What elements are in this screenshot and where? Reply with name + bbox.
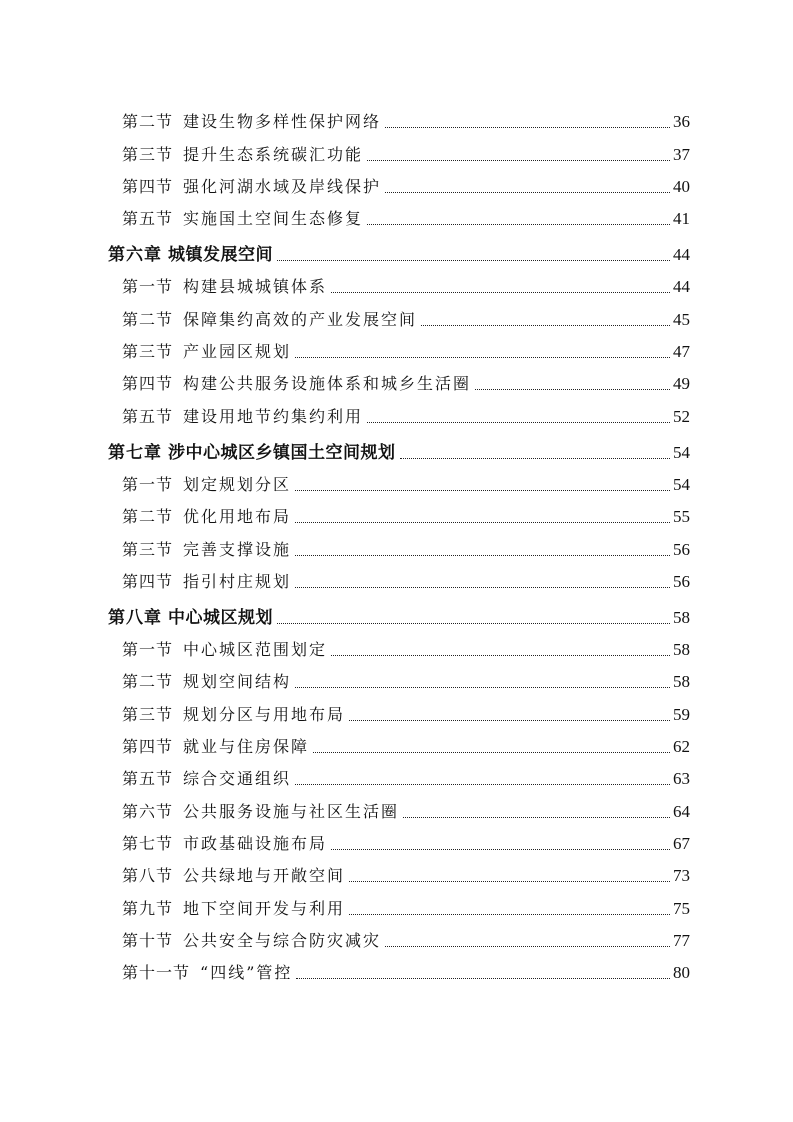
page-number: 54 bbox=[673, 474, 690, 494]
toc-entry[interactable] bbox=[108, 265, 690, 297]
entry-label: 第二节 bbox=[122, 309, 174, 329]
entry-label: 第二节 bbox=[122, 672, 174, 692]
dot-leader bbox=[385, 192, 670, 193]
entry-title: 建设用地节约集约利用 bbox=[183, 406, 364, 426]
entry-title: 规划空间结构 bbox=[183, 672, 292, 692]
entry-label: 第五节 bbox=[122, 769, 174, 789]
entry-title: 地下空间开发与利用 bbox=[183, 898, 346, 918]
entry-label: 第六节 bbox=[122, 801, 174, 821]
page-number: 59 bbox=[673, 704, 690, 724]
toc-entry[interactable] bbox=[108, 757, 690, 789]
toc-entry[interactable] bbox=[108, 165, 690, 197]
dot-leader bbox=[295, 522, 670, 523]
chapter-label: 第六章 bbox=[108, 245, 162, 266]
entry-label: 第四节 bbox=[122, 176, 174, 196]
dot-leader bbox=[403, 817, 670, 818]
entry-title: 产业园区规划 bbox=[183, 342, 292, 362]
page-number: 36 bbox=[673, 112, 690, 132]
page-number: 80 bbox=[673, 963, 690, 983]
toc-chapter-entry[interactable] bbox=[108, 592, 690, 628]
dot-leader bbox=[277, 623, 670, 624]
entry-title: 划定规划分区 bbox=[183, 474, 292, 494]
toc-entry[interactable] bbox=[108, 822, 690, 854]
page-number: 37 bbox=[673, 144, 690, 164]
dot-leader bbox=[295, 357, 670, 358]
dot-leader bbox=[349, 881, 670, 882]
dot-leader bbox=[385, 127, 670, 128]
entry-label: 第八节 bbox=[122, 866, 174, 886]
entry-label: 第一节 bbox=[122, 277, 174, 297]
dot-leader bbox=[295, 687, 670, 688]
entry-title: 强化河湖水域及岸线保护 bbox=[183, 176, 382, 196]
toc-entry[interactable] bbox=[108, 330, 690, 362]
entry-title: 构建公共服务设施体系和城乡生活圈 bbox=[183, 374, 472, 394]
dot-leader bbox=[367, 160, 670, 161]
dot-leader bbox=[331, 849, 670, 850]
toc-entry[interactable] bbox=[108, 560, 690, 592]
page-number: 58 bbox=[673, 640, 690, 660]
page-number: 63 bbox=[673, 769, 690, 789]
dot-leader bbox=[349, 720, 670, 721]
page-number: 56 bbox=[673, 539, 690, 559]
toc-entry[interactable] bbox=[108, 297, 690, 329]
toc-entry[interactable] bbox=[108, 789, 690, 821]
page-number: 41 bbox=[673, 209, 690, 229]
page-number: 49 bbox=[673, 374, 690, 394]
toc-entry[interactable] bbox=[108, 919, 690, 951]
entry-title: 完善支撑设施 bbox=[183, 539, 292, 559]
dot-leader bbox=[295, 587, 670, 588]
chapter-title: 涉中心城区乡镇国土空间规划 bbox=[168, 442, 396, 463]
dot-leader bbox=[295, 490, 670, 491]
table-of-contents bbox=[108, 100, 690, 983]
toc-chapter-entry[interactable] bbox=[108, 427, 690, 463]
entry-title: 公共绿地与开敞空间 bbox=[183, 866, 346, 886]
entry-label: 第五节 bbox=[122, 209, 174, 229]
entry-title: 公共安全与综合防灾减灾 bbox=[183, 930, 382, 950]
entry-label: 第三节 bbox=[122, 342, 174, 362]
toc-entry[interactable] bbox=[108, 886, 690, 918]
dot-leader bbox=[277, 260, 670, 261]
entry-title: 就业与住房保障 bbox=[183, 737, 310, 757]
toc-entry[interactable] bbox=[108, 197, 690, 229]
entry-label: 第一节 bbox=[122, 640, 174, 660]
toc-entry[interactable] bbox=[108, 132, 690, 164]
chapter-title: 中心城区规划 bbox=[168, 607, 273, 628]
dot-leader bbox=[331, 292, 670, 293]
entry-title: 综合交通组织 bbox=[183, 769, 292, 789]
entry-title: 中心城区范围划定 bbox=[183, 640, 328, 660]
entry-label: 第三节 bbox=[122, 144, 174, 164]
entry-title: 实施国土空间生态修复 bbox=[183, 209, 364, 229]
entry-label: 第四节 bbox=[122, 374, 174, 394]
entry-label: 第七节 bbox=[122, 833, 174, 853]
entry-label: 第十节 bbox=[122, 930, 174, 950]
dot-leader bbox=[421, 325, 670, 326]
page-number: 73 bbox=[673, 866, 690, 886]
toc-entry[interactable] bbox=[108, 495, 690, 527]
toc-entry[interactable] bbox=[108, 854, 690, 886]
toc-entry[interactable] bbox=[108, 628, 690, 660]
entry-title: 规划分区与用地布局 bbox=[183, 704, 346, 724]
page-number: 64 bbox=[673, 801, 690, 821]
entry-title: 公共服务设施与社区生活圈 bbox=[183, 801, 400, 821]
dot-leader bbox=[400, 458, 671, 459]
page-number: 58 bbox=[673, 672, 690, 692]
toc-entry[interactable] bbox=[108, 394, 690, 426]
toc-entry[interactable] bbox=[108, 527, 690, 559]
entry-label: 第四节 bbox=[122, 737, 174, 757]
toc-entry[interactable] bbox=[108, 692, 690, 724]
entry-title: 市政基础设施布局 bbox=[183, 833, 328, 853]
page-number: 52 bbox=[673, 406, 690, 426]
entry-title: 提升生态系统碳汇功能 bbox=[183, 144, 364, 164]
toc-entry[interactable] bbox=[108, 100, 690, 132]
entry-label: 第二节 bbox=[122, 507, 174, 527]
page-number: 55 bbox=[673, 507, 690, 527]
page-number: 40 bbox=[673, 176, 690, 196]
entry-label: 第三节 bbox=[122, 539, 174, 559]
entry-label: 第三节 bbox=[122, 704, 174, 724]
dot-leader bbox=[295, 555, 670, 556]
entry-label: 第五节 bbox=[122, 406, 174, 426]
page-number: 44 bbox=[673, 245, 690, 265]
toc-entry[interactable] bbox=[108, 362, 690, 394]
page-number: 56 bbox=[673, 571, 690, 591]
dot-leader bbox=[385, 946, 670, 947]
dot-leader bbox=[367, 224, 670, 225]
entry-label: 第九节 bbox=[122, 898, 174, 918]
page-number: 75 bbox=[673, 898, 690, 918]
page-number: 44 bbox=[673, 277, 690, 297]
dot-leader bbox=[331, 655, 670, 656]
chapter-title: 城镇发展空间 bbox=[168, 245, 273, 266]
page-number: 77 bbox=[673, 930, 690, 950]
entry-title: 建设生物多样性保护网络 bbox=[183, 112, 382, 132]
entry-label: 第二节 bbox=[122, 112, 174, 132]
chapter-label: 第七章 bbox=[108, 442, 162, 463]
entry-title: 构建县城城镇体系 bbox=[183, 277, 328, 297]
toc-chapter-entry[interactable] bbox=[108, 229, 690, 265]
page-number: 58 bbox=[673, 607, 690, 627]
dot-leader bbox=[349, 914, 670, 915]
entry-label: 第四节 bbox=[122, 571, 174, 591]
dot-leader bbox=[313, 752, 670, 753]
page-number: 62 bbox=[673, 737, 690, 757]
toc-entry[interactable] bbox=[108, 463, 690, 495]
toc-entry[interactable] bbox=[108, 660, 690, 692]
entry-title: 指引村庄规划 bbox=[183, 571, 292, 591]
chapter-label: 第八章 bbox=[108, 607, 162, 628]
page-number: 67 bbox=[673, 833, 690, 853]
page-number: 47 bbox=[673, 342, 690, 362]
toc-entry[interactable] bbox=[108, 951, 690, 983]
entry-title: 优化用地布局 bbox=[183, 507, 292, 527]
page-number: 45 bbox=[673, 309, 690, 329]
entry-label: 第一节 bbox=[122, 474, 174, 494]
dot-leader bbox=[296, 978, 670, 979]
dot-leader bbox=[475, 389, 670, 390]
toc-entry[interactable] bbox=[108, 725, 690, 757]
entry-label: 第十一节 bbox=[122, 963, 191, 983]
entry-title: “四线”管控 bbox=[200, 963, 293, 983]
dot-leader bbox=[295, 784, 670, 785]
entry-title: 保障集约高效的产业发展空间 bbox=[183, 309, 418, 329]
page-number: 54 bbox=[673, 442, 690, 462]
dot-leader bbox=[367, 422, 670, 423]
